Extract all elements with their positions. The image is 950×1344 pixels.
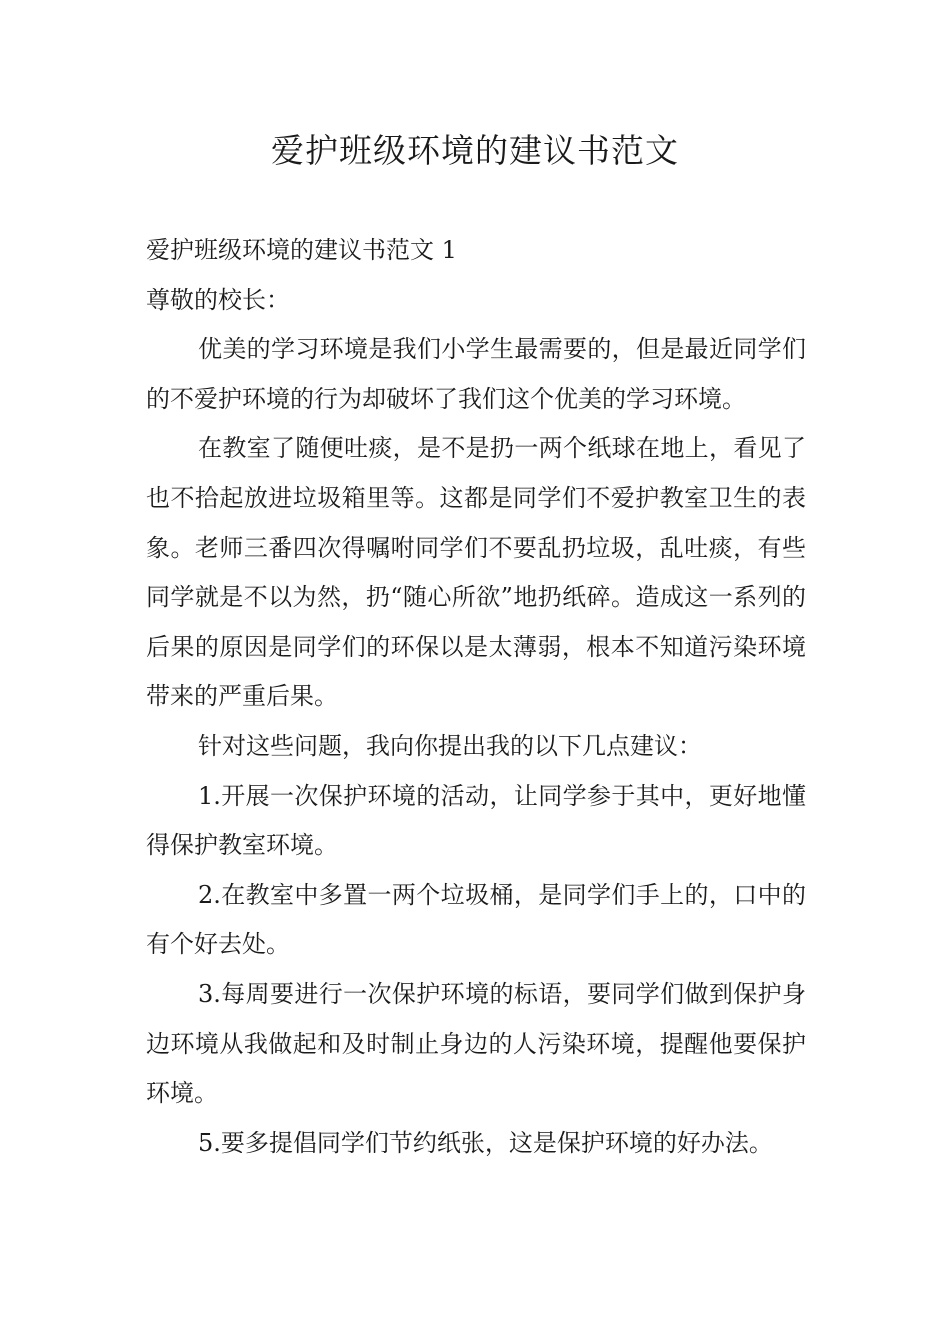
paragraph-proposal-lead: 针对这些问题，我向你提出我的以下几点建议： <box>198 731 702 760</box>
suggestion-item-3: 3.每周要进行一次保护环境的标语，要同学们做到保护身边环境从我做起和及时制止身边的人污染环境，提醒他要保护环境。 <box>146 979 806 1108</box>
paragraph-problems: 在教室了随便吐痰，是不是扔一两个纸球在地上，看见了也不拾起放进垃圾箱里等。这都是同学们不爱护教室卫生的表象。老师三番四次得嘱咐同学们不要乱扔垃圾，乱吐痰，有些同学就是不以为然，扔“随心所欲”地扔纸碎。造成这一系列的后果的原因是同学们的环保以是太薄弱，根本不知道污染环境带来的严重后果。 <box>146 434 806 711</box>
suggestion-item-1: 1.开展一次保护环境的活动，让同学参于其中，更好地懂得保护教室环境。 <box>146 781 806 860</box>
suggestion-item-2: 2.在教室中多置一两个垃圾桶，是同学们手上的，口中的有个好去处。 <box>146 880 806 959</box>
salutation: 尊敬的校长： <box>146 285 290 314</box>
document-title: 爱护班级环境的建议书范文 <box>271 131 679 170</box>
paragraph-intro: 优美的学习环境是我们小学生最需要的，但是最近同学们的不爱护环境的行为却破坏了我们这个优美的学习环境。 <box>146 335 806 413</box>
suggestion-item-5: 5.要多提倡同学们节约纸张，这是保护环境的好办法。 <box>198 1128 773 1157</box>
document-body <box>146 226 806 1168</box>
section-heading: 爱护班级环境的建议书范文 1 <box>146 236 457 264</box>
